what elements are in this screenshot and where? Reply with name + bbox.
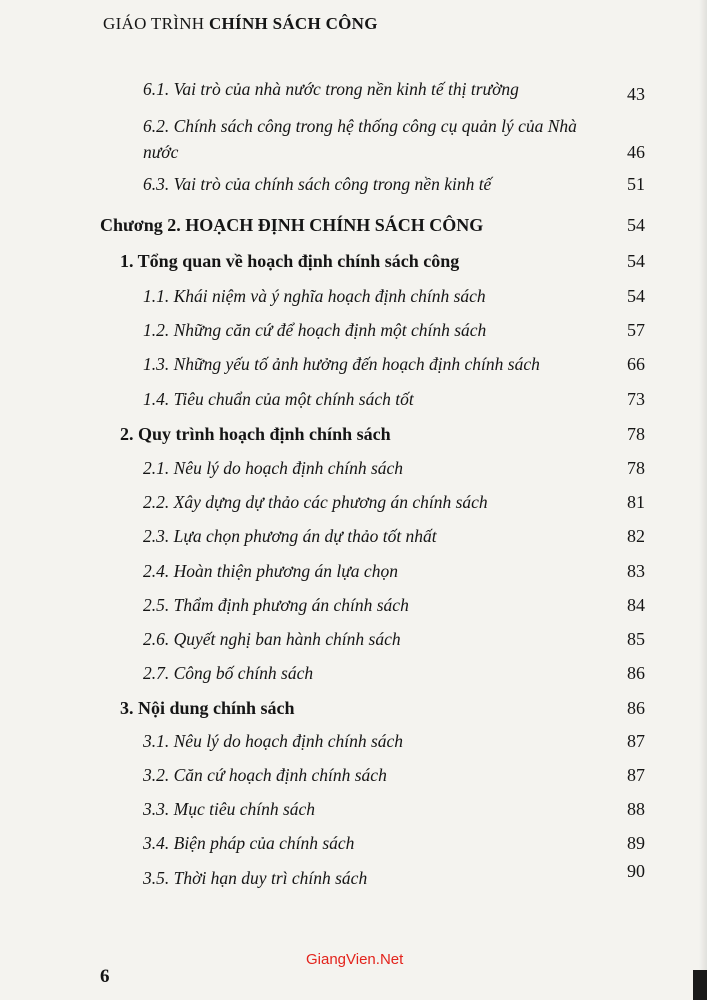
running-header bbox=[103, 14, 378, 34]
toc-entry-page: 86 bbox=[627, 698, 645, 718]
toc-entry-title: 2.5. Thẩm định phương án chính sách bbox=[143, 595, 409, 615]
toc-entry-title: 2.2. Xây dựng dự thảo các phương án chính sách bbox=[143, 492, 488, 512]
toc-entry-title: 6.1. Vai trò của nhà nước trong nền kinh tế thị trường bbox=[143, 79, 519, 99]
toc-entry-page: 73 bbox=[627, 389, 645, 409]
toc-entry-page: 43 bbox=[627, 84, 645, 104]
watermark-link[interactable]: GiangVien.Net bbox=[306, 951, 404, 968]
toc-entry-page: 87 bbox=[627, 765, 645, 785]
toc-entry-page: 85 bbox=[627, 629, 645, 649]
toc-entry-page: 88 bbox=[627, 799, 645, 819]
toc-entry-title: 1. Tổng quan về hoạch định chính sách công bbox=[120, 251, 460, 271]
toc-entry-page: 90 bbox=[627, 861, 645, 881]
toc-entry-title: 3.5. Thời hạn duy trì chính sách bbox=[143, 868, 368, 888]
toc-entry-title: 3.3. Mục tiêu chính sách bbox=[143, 799, 316, 819]
header-title: CHÍNH SÁCH CÔNG bbox=[208, 14, 378, 33]
toc-entry-title: Chương 2. HOẠCH ĐỊNH CHÍNH SÁCH CÔNG bbox=[100, 215, 484, 235]
page-corner-mark bbox=[693, 970, 707, 1000]
toc-entry-title: 1.2. Những căn cứ để hoạch định một chính sách bbox=[143, 320, 487, 340]
toc-entry-title: 2.6. Quyết nghị ban hành chính sách bbox=[143, 629, 401, 649]
toc-entry-page: 81 bbox=[627, 492, 645, 512]
toc-entry-page: 86 bbox=[627, 663, 645, 683]
toc-entry-title: 2. Quy trình hoạch định chính sách bbox=[120, 424, 391, 444]
toc-entry-page: 83 bbox=[627, 561, 645, 581]
toc-entry-title: 2.4. Hoàn thiện phương án lựa chọn bbox=[143, 561, 398, 581]
toc-entry-page: 54 bbox=[627, 251, 645, 271]
toc-entry-page: 89 bbox=[627, 833, 645, 853]
toc-entry-title: 6.3. Vai trò của chính sách công trong nền kinh tế bbox=[143, 174, 492, 194]
toc-entry-page: 87 bbox=[627, 731, 645, 751]
toc-entry-page: 66 bbox=[627, 354, 645, 374]
toc-entry-page: 82 bbox=[627, 526, 645, 546]
header-prefix: GIÁO TRÌNH bbox=[103, 14, 205, 33]
toc-entry-title: 1.3. Những yếu tố ảnh hưởng đến hoạch định chính sách bbox=[143, 354, 540, 374]
toc-entry-title: 1.4. Tiêu chuẩn của một chính sách tốt bbox=[143, 389, 414, 409]
toc-entry-page: 54 bbox=[627, 215, 645, 235]
page-number: 6 bbox=[100, 966, 110, 987]
toc-entry-page: 78 bbox=[627, 424, 645, 444]
toc-entry-title: 1.1. Khái niệm và ý nghĩa hoạch định chính sách bbox=[143, 286, 486, 306]
toc-entry-title: 6.2. Chính sách công trong hệ thống công cụ quản lý của Nhà nước bbox=[143, 116, 577, 162]
toc-entry-title: 3.4. Biện pháp của chính sách bbox=[143, 833, 355, 853]
toc-entry-title: 3.1. Nêu lý do hoạch định chính sách bbox=[143, 731, 404, 751]
toc-entry-title: 2.7. Công bố chính sách bbox=[143, 663, 314, 683]
page-spine-shadow bbox=[699, 0, 707, 1000]
toc-entry-page: 84 bbox=[627, 595, 645, 615]
toc-entry-page: 78 bbox=[627, 458, 645, 478]
toc-entry-page: 51 bbox=[627, 174, 645, 194]
toc-entry-title: 2.3. Lựa chọn phương án dự thảo tốt nhất bbox=[143, 526, 437, 546]
toc-entry-title: 3.2. Căn cứ hoạch định chính sách bbox=[143, 765, 387, 785]
toc-entry-title: 3. Nội dung chính sách bbox=[120, 698, 295, 718]
toc-entry-page: 46 bbox=[627, 142, 645, 162]
toc-entry-page: 57 bbox=[627, 320, 645, 340]
toc-entry-title: 2.1. Nêu lý do hoạch định chính sách bbox=[143, 458, 404, 478]
toc-entry-page: 54 bbox=[627, 286, 645, 306]
